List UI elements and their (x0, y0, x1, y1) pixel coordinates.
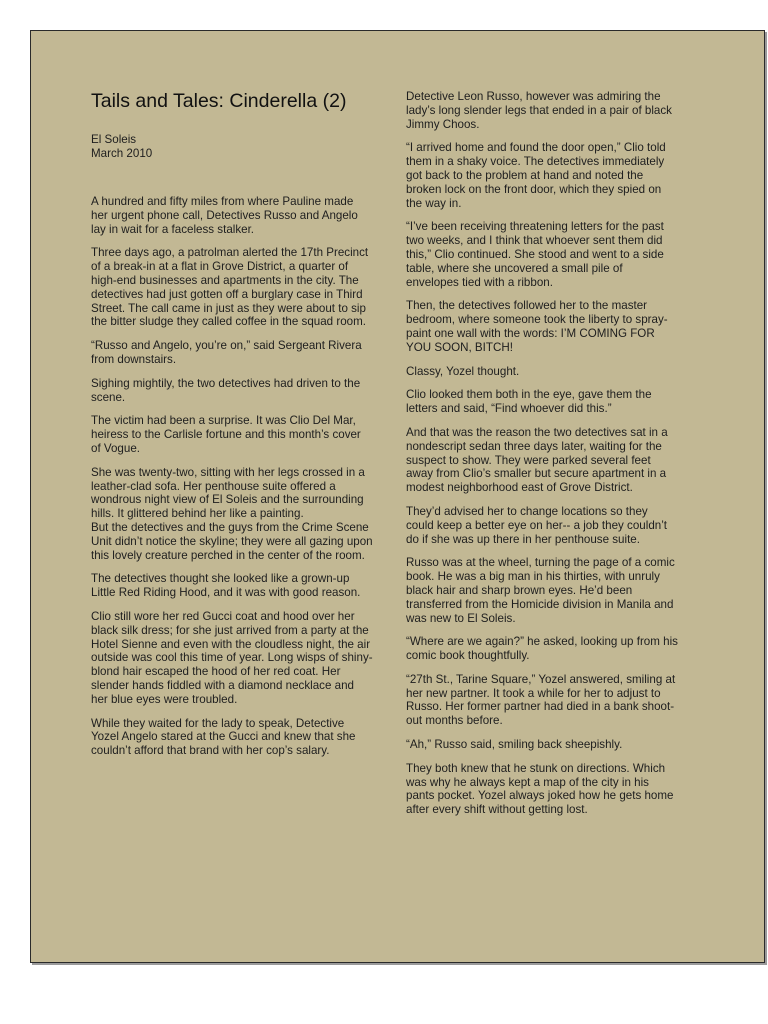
paragraph: “I’ve been receiving threatening letters for the past two weeks, and I think that whoever sent them did this,” Clio continued. She stood and went to a side table, where she uncovered a small pile of envelopes tied with a ribbon. (406, 220, 664, 289)
paragraph: She was twenty-two, sitting with her legs crossed in a leather-clad sofa. Her penthouse suite offered a wondrous night view of El Soleis and the surrounding hills. It glittered behind her like a painting. But the detectives and the guys from the Crime Scene Unit didn’t notice the skyline; they were all gazing upon this lovely creature perched in the center of the room. (91, 465, 373, 562)
paragraph: Three days ago, a patrolman alerted the 17th Precinct of a break-in at a flat in Grove District, a quarter of high-end businesses and apartments in the city. The detectives had just gotten off a burglary case in Third Street. The call came in just as they were about to sip the bitter sludge they called coffee in the squad room. (91, 246, 369, 329)
paragraph: They’d advised her to change locations so they could keep a better eye on her-- a job they couldn’t do if she was up there in her penthouse suite. (406, 504, 668, 546)
paragraph: “I arrived home and found the door open,” Clio told them in a shaky voice. The detectives immediately got back to the problem at hand and noted the broken lock on the front door, which they spied on the way in. (406, 141, 666, 210)
right-column (406, 90, 678, 827)
paragraph: Detective Leon Russo, however was admiring the lady’s long slender legs that ended in a pair of black Jimmy Choos. (406, 90, 672, 131)
paragraph: “Russo and Angelo, you’re on,” said Sergeant Rivera from downstairs. (91, 339, 362, 366)
paragraph: Clio still wore her red Gucci coat and hood over her black silk dress; for she just arrived from a party at the Hotel Sienne and even with the cloudless night, the air outside was cool this time of year. Long wisps of shiny-blond hair escaped the hood of her red coat. Her slender hands fiddled with a diamond necklace and her blue eyes were troubled. (91, 609, 373, 706)
paragraph: And that was the reason the two detectives sat in a nondescript sedan three days later, waiting for the suspect to show. They were parked several feet away from Clio’s smaller but secure apartment in a modest neighborhood east of Grove District. (406, 425, 668, 495)
paragraph: Clio looked them both in the eye, gave them the letters and said, “Find whoever did this.” (406, 388, 652, 416)
paragraph: A hundred and fifty miles from where Pauline made her urgent phone call, Detectives Russo and Angelo lay in wait for a faceless stalker. (91, 195, 358, 236)
document-title: Tails and Tales: Cinderella (2) (91, 90, 347, 112)
paragraph: “Ah,” Russo said, smiling back sheepishly. (406, 738, 623, 752)
paragraph: Classy, Yozel thought. (406, 364, 520, 378)
paragraph: Then, the detectives followed her to the master bedroom, where someone took the liberty to spray-paint one wall with the words: I’M COMING FOR YOU SOON, BITCH! (406, 299, 668, 354)
author: El Soleis (91, 133, 137, 146)
paragraph: Russo was at the wheel, turning the page of a comic book. He was a big man in his thirties, with unruly black hair and sharp brown eyes. He’d been transferred from the Homicide division in Manila and was new to El Soleis. (406, 556, 675, 625)
paragraph: The detectives thought she looked like a grown-up Little Red Riding Hood, and it was with good reason. (91, 572, 361, 600)
paragraph: “27th St., Tarine Square,” Yozel answered, smiling at her new partner. It took a while for her to adjust to Russo. Her former partner had died in a bank shoot-out months before. (406, 672, 676, 728)
paragraph: While they waited for the lady to speak, Detective Yozel Angelo stared at the Gucci and knew that she couldn’t afford that brand with her cop’s salary. (91, 716, 356, 758)
paragraph: Sighing mightily, the two detectives had driven to the scene. (91, 376, 361, 404)
paragraph: The victim had been a surprise. It was Clio Del Mar, heiress to the Carlisle fortune and this month’s cover of Vogue. (91, 414, 361, 455)
left-column (91, 89, 373, 768)
document-page (30, 30, 765, 963)
paragraph: They both knew that he stunk on directions. Which was why he always kept a map of the city in his pants pocket. Yozel always joked how he gets home after every shift without getting lost. (406, 761, 674, 817)
byline (91, 133, 373, 161)
date: March 2010 (91, 147, 153, 160)
paragraph: “Where are we again?” he asked, looking up from his comic book thoughtfully. (406, 635, 678, 663)
